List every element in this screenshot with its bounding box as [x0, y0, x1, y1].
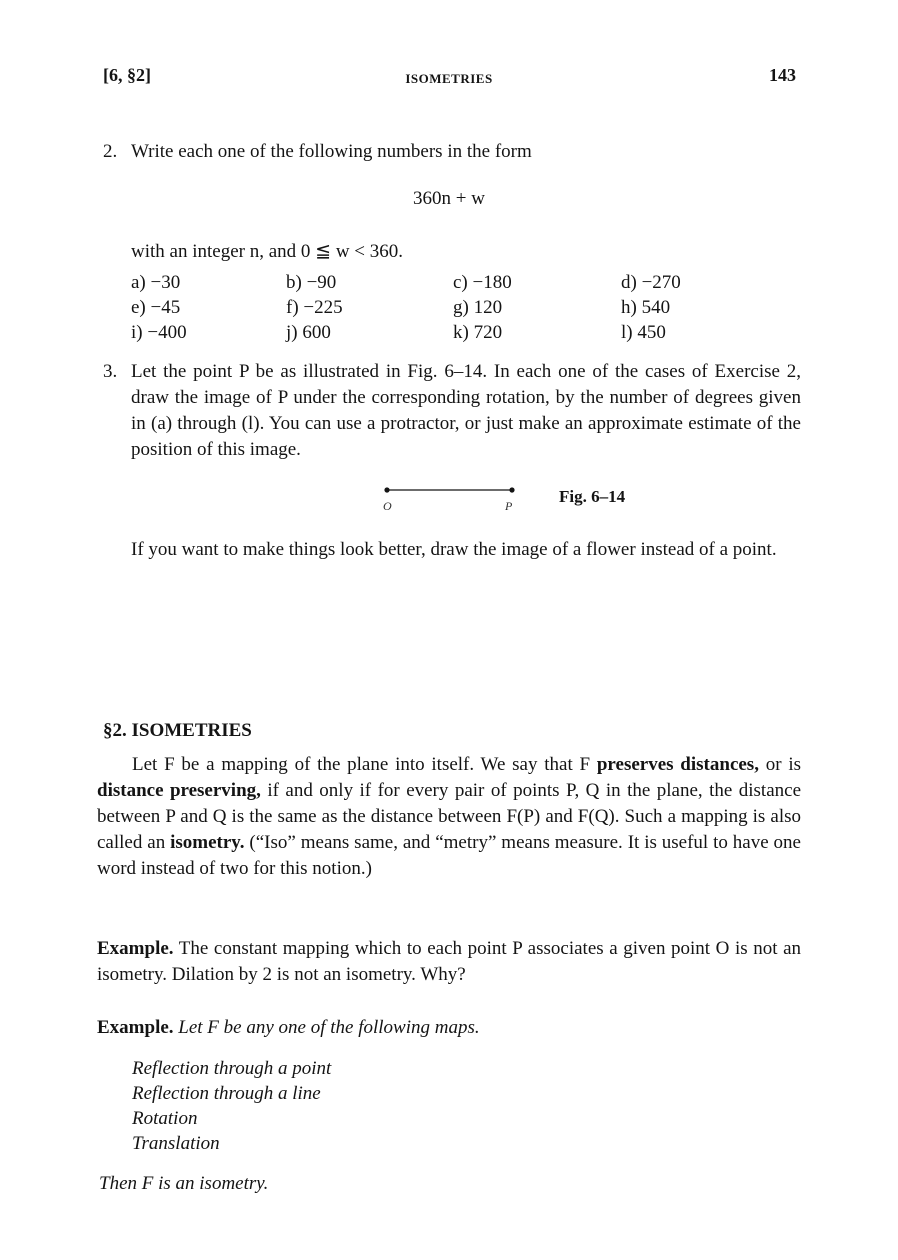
term-isometry: isometry. — [170, 832, 245, 853]
point-p-dot — [509, 487, 514, 492]
definition-text-4: (“Iso” means same, and “metry” means measure. It is useful to have one word instead of two for this notion.) — [97, 832, 801, 879]
figure-6-14 — [380, 484, 520, 514]
list-item: g) 120 — [453, 297, 503, 318]
example-2-label: Example. — [97, 1017, 174, 1038]
term-preserves-distances: preserves distances, — [596, 754, 759, 775]
list-item: f) −225 — [286, 297, 343, 318]
map-item-point-reflection: Reflection through a point — [132, 1058, 332, 1079]
definition-text-3: if and only if for every pair of points P, Q in the plane, the distance between P and Q is the same as the distance between F(P) and F(Q). Such a mapping is also called an — [97, 780, 801, 853]
exercise-3-text: Let the point P be as illustrated in Fig. 6–14. In each one of the cases of Exercise 2, draw the image of P under the corresponding rotation, by the number of degrees given in (a) through (l). You can use a protractor, or just make an approximate estimate of the position of this image. — [131, 361, 801, 460]
list-item: c) −180 — [453, 272, 512, 293]
exercise-2-number: 2. — [103, 141, 118, 162]
list-item: j) 600 — [286, 322, 331, 343]
exercise-3-number: 3. — [103, 361, 118, 382]
map-item-rotation: Rotation — [132, 1108, 198, 1129]
example-2-text: Let F be any one of the following maps. — [173, 1017, 480, 1038]
definition-text-1: Let F be a mapping of the plane into itself. We say that F — [132, 754, 597, 775]
list-item: i) −400 — [131, 322, 187, 343]
exercise-2-intro: Write each one of the following numbers in the form — [131, 141, 532, 162]
figure-caption: Fig. 6–14 — [559, 487, 626, 506]
list-item: a) −30 — [131, 272, 181, 293]
list-item: d) −270 — [621, 272, 681, 293]
exercise-2-condition: with an integer n, and 0 ≦ w < 360. — [131, 241, 404, 262]
list-item: k) 720 — [453, 322, 503, 343]
list-item: h) 540 — [621, 297, 671, 318]
map-item-translation: Translation — [132, 1133, 220, 1154]
exercise-3 — [103, 359, 801, 463]
flower-note: If you want to make things look better, draw the image of a flower instead of a point. — [131, 539, 777, 560]
section-heading: §2. ISOMETRIES — [103, 720, 252, 741]
header-section-ref: [6, §2] — [103, 65, 151, 85]
exercise-2 — [103, 139, 801, 165]
isometry-definition — [97, 752, 801, 882]
term-distance-preserving: distance preserving, — [97, 780, 261, 801]
header-title: ISOMETRIES — [405, 71, 493, 86]
segment-op-diagram — [380, 484, 520, 514]
example-1 — [97, 936, 801, 988]
list-item: b) −90 — [286, 272, 337, 293]
example-1-text: The constant mapping which to each point P associates a given point O is not an isometry. Dilation by 2 is not an isometry. Why? — [97, 938, 801, 985]
example-2-conclusion: Then F is an isometry. — [99, 1173, 269, 1194]
example-2 — [97, 1015, 801, 1041]
list-item: l) 450 — [621, 322, 666, 343]
example-1-label: Example. — [97, 938, 174, 959]
exercise-2-formula: 360n + w — [413, 188, 485, 209]
definition-text-2: or is — [758, 754, 801, 775]
page-number: 143 — [769, 65, 796, 85]
point-o-dot — [384, 487, 389, 492]
map-item-line-reflection: Reflection through a line — [132, 1083, 321, 1104]
list-item: e) −45 — [131, 297, 181, 318]
label-p: P — [505, 499, 513, 513]
label-o: O — [383, 499, 392, 513]
